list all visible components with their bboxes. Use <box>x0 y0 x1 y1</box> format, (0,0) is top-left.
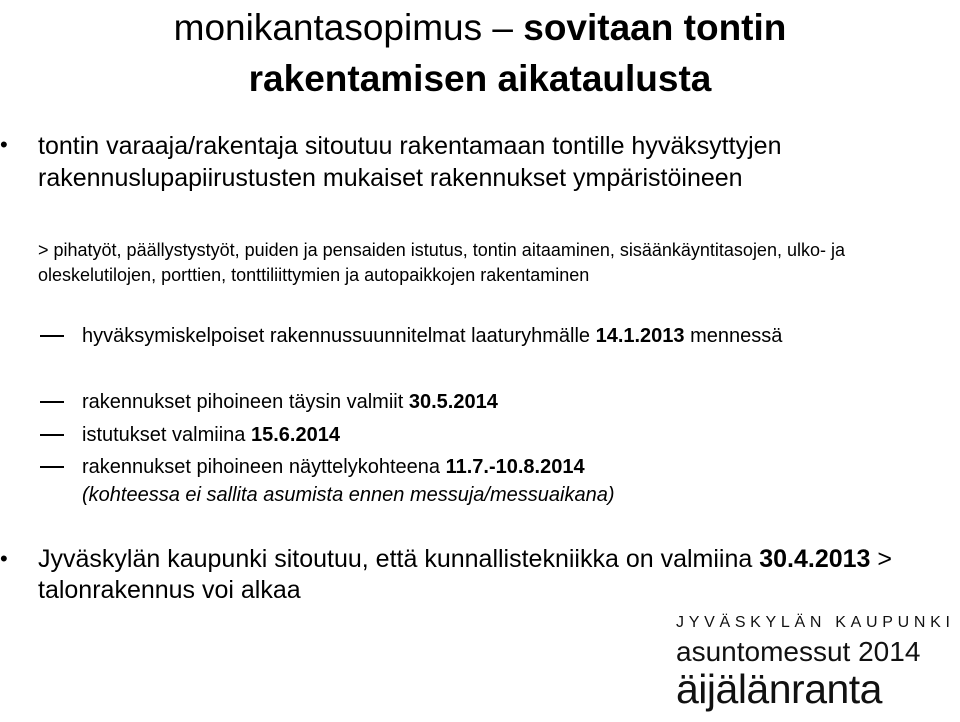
bullet-city-text: Jyväskylän kaupunki sitoutuu, että kunnallistekniikka on valmiina <box>38 545 760 573</box>
bullet-city-commitment <box>0 544 918 606</box>
bullet-commitment <box>0 130 918 194</box>
slide-title <box>0 2 960 104</box>
bullet-city-suffix: > talonrakennus voi alkaa <box>38 545 892 604</box>
deadline-text: hyväksymiskelpoiset rakennussuunnitelmat laaturyhmälle <box>82 325 596 347</box>
deadline-text: rakennukset pihoineen täysin valmiit <box>82 391 409 413</box>
dash-marker <box>40 466 64 468</box>
deadline-item <box>82 322 922 350</box>
dash-marker <box>40 434 64 436</box>
deadline-date: 11.7.-10.8.2014 <box>445 456 585 478</box>
bullet-marker: • <box>0 132 8 157</box>
dash-marker <box>40 401 64 403</box>
deadline-item <box>82 421 922 449</box>
deadline-suffix: mennessä <box>684 325 783 347</box>
deadline-text: rakennukset pihoineen näyttelykohteena <box>82 456 446 478</box>
deadline-text: istutukset valmiina <box>82 424 251 446</box>
bullet-city-date: 30.4.2013 <box>759 545 871 573</box>
deadline-item <box>82 388 922 416</box>
deadline-item <box>82 453 922 509</box>
deadline-date: 14.1.2013 <box>595 325 685 347</box>
title-part-2: sovitaan tontin <box>523 7 787 48</box>
logo-name: äijälänranta <box>676 666 882 712</box>
deadline-note: (kohteessa ei sallita asumista ennen messuja/messuaikana) <box>82 484 615 506</box>
title-line-1 <box>0 2 960 53</box>
dash-marker <box>40 335 64 337</box>
deadline-date: 30.5.2014 <box>408 391 498 413</box>
title-line-2: rakentamisen aikataulusta <box>248 58 712 99</box>
work-list-note: > pihatyöt, päällystystyöt, puiden ja pensaiden istutus, tontin aitaaminen, sisäänkäyntitasojen, ulko- ja oleskelutilojen, porttien, tonttiliittymien ja autopaikkojen rakentaminen <box>38 240 845 285</box>
bullet-commitment-text: tontin varaaja/rakentaja sitoutuu rakentamaan tontille hyväksyttyjen rakennuslupapiirustusten mukaiset rakennukset ympäristöineen <box>38 132 782 192</box>
title-part-1: monikantasopimus – <box>173 7 524 48</box>
deadline-date: 15.6.2014 <box>250 424 340 446</box>
logo-event: asuntomessut 2014 <box>676 636 921 667</box>
bullet-marker: • <box>0 546 8 571</box>
logo-city: JYVÄSKYLÄN KAUPUNKI <box>676 614 955 631</box>
event-logo <box>676 612 955 712</box>
